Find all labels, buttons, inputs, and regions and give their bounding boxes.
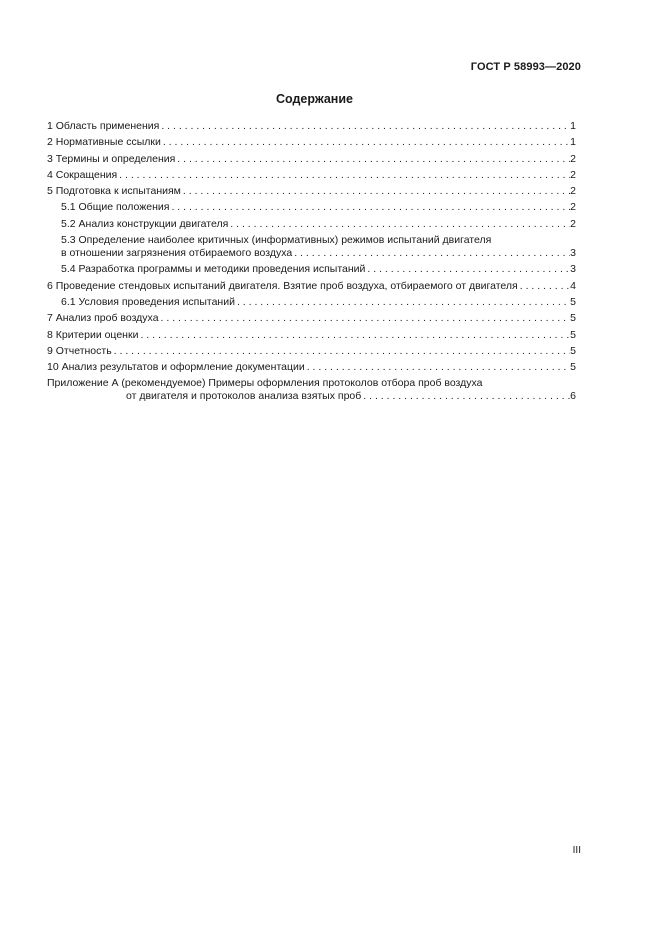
toc-entry-10[interactable] [47, 361, 576, 374]
toc-entry-page: 5 [570, 328, 576, 341]
toc-entry-6[interactable] [47, 280, 576, 293]
toc-entry-appendix-a[interactable] [47, 377, 576, 403]
toc-entry-label: 2 Нормативные ссылки [47, 136, 161, 149]
leader-dots [181, 185, 570, 198]
toc-entry-7[interactable] [47, 312, 576, 325]
toc-entry-page: 5 [570, 312, 576, 325]
toc-entry-label: 9 Отчетность [47, 344, 112, 357]
leader-dots [292, 247, 570, 260]
toc-entry-page: 3 [570, 263, 576, 276]
toc-entry-label-line1: Приложение А (рекомендуемое) Примеры оформления протоколов отбора проб воздуха [47, 377, 483, 390]
document-code: ГОСТ Р 58993—2020 [470, 61, 581, 73]
toc-entry-5-4[interactable] [47, 263, 576, 276]
toc-entry-label: 10 Анализ результатов и оформление документации [47, 361, 305, 374]
toc-entry-label: 5 Подготовка к испытаниям [47, 185, 181, 198]
toc-entry-2[interactable] [47, 136, 576, 149]
toc-entry-5[interactable] [47, 185, 576, 198]
leader-dots [169, 201, 570, 214]
toc-entry-5-1[interactable] [47, 201, 576, 214]
leader-dots [228, 218, 570, 231]
toc-entry-page: 2 [570, 201, 576, 214]
toc-entry-page: 2 [570, 185, 576, 198]
toc-entry-page: 5 [570, 295, 576, 308]
leader-dots [175, 153, 570, 166]
leader-dots [161, 136, 570, 149]
toc-entry-4[interactable] [47, 169, 576, 182]
toc-entry-label: 3 Термины и определения [47, 152, 176, 165]
toc-entry-page: 2 [570, 152, 576, 165]
toc-entry-page: 3 [570, 247, 576, 260]
toc-entry-page: 4 [570, 279, 576, 292]
toc-entry-label: 8 Критерии оценки [47, 328, 139, 341]
toc-entry-page: 1 [570, 136, 576, 149]
toc-entry-label: 7 Анализ проб воздуха [47, 312, 159, 325]
toc-entry-label: 5.1 Общие положения [61, 201, 170, 214]
toc-entry-1[interactable] [47, 120, 576, 133]
leader-dots [112, 345, 570, 358]
toc-entry-label: 6 Проведение стендовых испытаний двигателя. Взятие проб воздуха, отбираемого от двигателя [47, 279, 518, 292]
toc-entry-page: 5 [570, 361, 576, 374]
toc-entry-label-line1: 5.3 Определение наиболее критичных (информативных) режимов испытаний двигателя [61, 234, 492, 247]
leader-dots [138, 329, 570, 342]
leader-dots [117, 169, 570, 182]
leader-dots [159, 120, 570, 133]
toc-entry-label: 5.4 Разработка программы и методики проведения испытаний [61, 263, 366, 276]
toc-entry-label: 5.2 Анализ конструкции двигателя [61, 217, 229, 230]
toc-entry-5-2[interactable] [47, 218, 576, 231]
toc-title: Содержание [275, 92, 353, 106]
leader-dots [361, 390, 570, 403]
toc-entry-label: 6.1 Условия проведения испытаний [61, 295, 235, 308]
toc-entry-page: 2 [570, 168, 576, 181]
page-number: III [572, 845, 581, 856]
leader-dots [365, 263, 570, 276]
leader-dots [159, 312, 571, 325]
toc-entry-6-1[interactable] [47, 296, 576, 309]
toc-entry-label: в отношении загрязнения отбираемого воздуха [61, 247, 293, 260]
toc-entry-label: 1 Область применения [47, 120, 160, 132]
leader-dots [305, 361, 570, 374]
toc-entry-8[interactable] [47, 329, 576, 342]
toc-entry-5-3[interactable] [47, 234, 576, 260]
leader-dots [518, 280, 570, 293]
toc-entry-label: от двигателя и протоколов анализа взятых проб [126, 390, 362, 403]
toc-entry-3[interactable] [47, 153, 576, 166]
toc-entry-page: 5 [570, 344, 576, 357]
toc-entry-page: 2 [570, 217, 576, 230]
toc-entry-9[interactable] [47, 345, 576, 358]
toc-entry-label: 4 Сокращения [47, 168, 118, 181]
leader-dots [235, 296, 570, 309]
toc-entry-page: 6 [570, 390, 576, 403]
table-of-contents [47, 120, 576, 407]
toc-entry-page: 1 [570, 120, 576, 132]
